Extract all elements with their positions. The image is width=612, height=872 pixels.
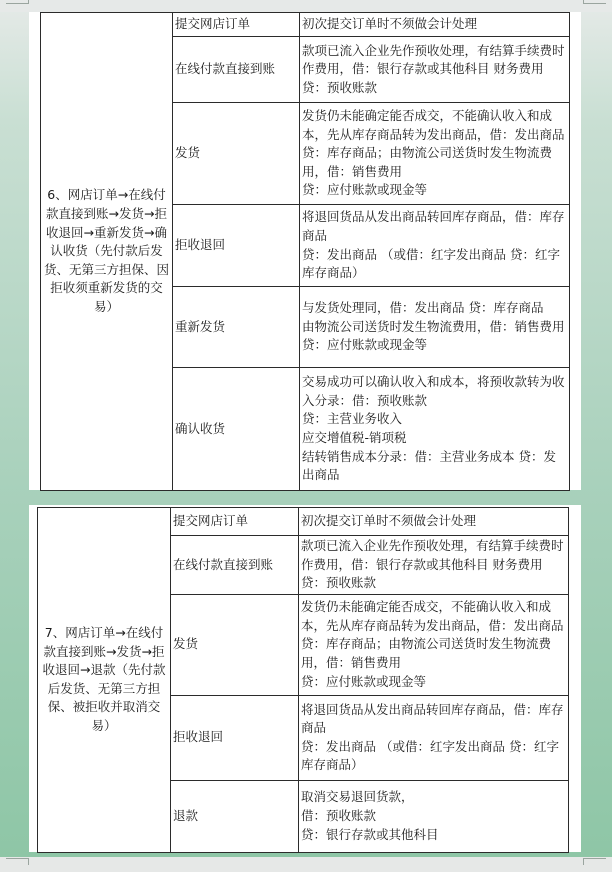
- description-line: 发货仍未能确定能否成交，不能确认收入和成本，先从库存商品转为发出商品，借：发出商品 贷：库存商品；由物流公司送货时发生物流费用，借：销售费用: [301, 599, 564, 671]
- description-line: 借：预收账款: [301, 807, 377, 823]
- description-line: 款项已流入企业先作预收处理，有结算手续费时作费用，借：银行存款或其他科目 财务费用 贷：预收账款: [302, 42, 565, 95]
- scenario-cell: 6、网店订单→在线付款直接到账→发货→拒收退回→重新发货→确认收货（先付款后发货、无第三方担保、因拒收须重新发货的交易）: [41, 13, 173, 491]
- description-cell: [299, 695, 569, 780]
- description-line: 交易成功可以确认收入和成本，将预收款转为收入分录：借：预收账款: [302, 374, 565, 408]
- step-cell: 提交网店订单: [171, 508, 299, 536]
- description-line: 贷：银行存款或其他科目: [301, 826, 439, 842]
- bottom-status-strip: [0, 857, 612, 872]
- page-corner-marker: [583, 0, 606, 4]
- description-line: 贷：应付账款或现金等: [302, 337, 428, 353]
- description-line: 应交增值税-销项税: [302, 430, 407, 445]
- page-corner-marker: [583, 858, 606, 865]
- description-line: 与发货处理同，借：发出商品 贷：库存商品: [302, 300, 544, 316]
- step-cell: 发货: [171, 594, 299, 695]
- step-cell: 拒收退回: [173, 205, 300, 287]
- step-cell: 重新发货: [173, 287, 300, 368]
- description-line: 初次提交订单时不须做会计处理: [301, 513, 477, 529]
- description-cell: [300, 368, 570, 491]
- description-cell: [299, 508, 569, 536]
- description-cell: [300, 13, 570, 37]
- step-cell: 确认收货: [173, 368, 300, 491]
- description-line: 款项已流入企业先作预收处理，有结算手续费时作费用，借：银行存款或其他科目 财务费用 贷：预收账款: [301, 538, 564, 591]
- step-cell: 退款: [171, 780, 299, 852]
- description-cell: [300, 205, 570, 287]
- step-cell: 在线付款直接到账: [173, 37, 300, 103]
- step-cell: 提交网店订单: [173, 13, 300, 37]
- top-toolbar-strip: [0, 0, 612, 12]
- description-cell: [299, 536, 569, 595]
- description-line: 贷：发出商品 （或借：红字发出商品 贷：红字库存商品）: [302, 246, 560, 281]
- step-cell: 在线付款直接到账: [171, 536, 299, 595]
- description-line: 贷：主营业务收入: [302, 411, 403, 427]
- description-cell: [299, 780, 569, 852]
- description-line: 贷：应付账款或现金等: [302, 182, 428, 198]
- description-line: 将退回货品从发出商品转回库存商品，借：库存商品: [302, 209, 565, 243]
- accounting-table-scenario-7: [37, 507, 569, 853]
- description-cell: [300, 103, 570, 205]
- page-corner-marker: [6, 0, 29, 4]
- description-line: 贷：应付账款或现金等: [301, 673, 427, 689]
- document-page-2: [29, 505, 581, 852]
- page-corner-marker: [6, 858, 29, 865]
- table-row: [38, 508, 569, 536]
- document-page-1: [29, 12, 581, 490]
- description-line: 将退回货品从发出商品转回库存商品，借：库存商品: [301, 701, 564, 736]
- description-cell: [300, 37, 570, 103]
- table-row: [41, 13, 570, 37]
- step-cell: 发货: [173, 103, 300, 205]
- description-cell: [299, 594, 569, 695]
- description-line: 结转销售成本分录：借：主营业务成本 贷：发出商品: [302, 448, 556, 483]
- description-line: 取消交易退回货款，: [301, 789, 414, 805]
- description-line: 发货仍未能确定能否成交，不能确认收入和成本，先从库存商品转为发出商品，借：发出商品 贷：库存商品；由物流公司送货时发生物流费用，借：销售费用: [302, 108, 565, 179]
- description-cell: [300, 287, 570, 368]
- accounting-table-scenario-6: [40, 12, 570, 491]
- description-line: 贷：发出商品 （或借：红字发出商品 贷：红字库存商品）: [301, 738, 559, 773]
- description-line: 由物流公司送货时发生物流费用，借：销售费用: [302, 318, 565, 334]
- description-line: 初次提交订单时不须做会计处理: [302, 16, 478, 32]
- scenario-cell: 7、网店订单→在线付款直接到账→发货→拒收退回→退款（先付款后发货、无第三方担保、被拒收并取消交易）: [38, 508, 171, 853]
- step-cell: 拒收退回: [171, 695, 299, 780]
